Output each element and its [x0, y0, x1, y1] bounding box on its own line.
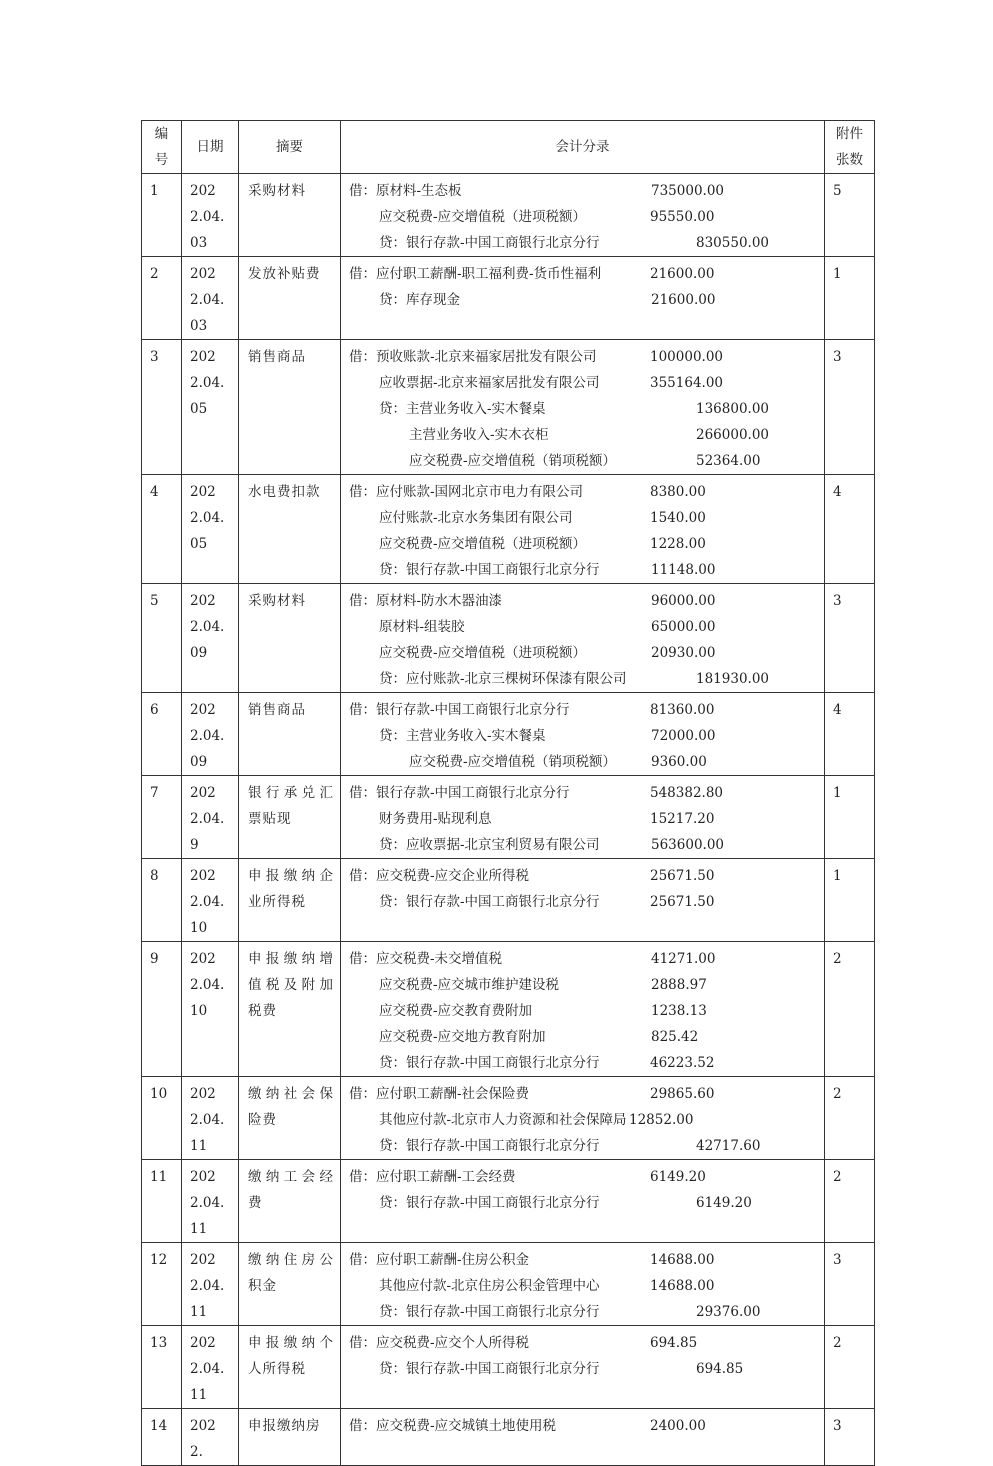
amount: 52364.00 [696, 453, 761, 469]
amount: 14688.00 [650, 1278, 715, 1294]
amount: 355164.00 [650, 375, 724, 391]
table-row [142, 693, 875, 776]
header-summary: 摘要 [239, 121, 341, 174]
entry-line [341, 557, 824, 583]
entry-line [341, 1133, 824, 1159]
amount: 266000.00 [696, 427, 770, 443]
amount: 65000.00 [651, 619, 716, 635]
entry-number: 10 [142, 1077, 182, 1160]
entry-line [341, 1050, 824, 1076]
entry-line [341, 1356, 824, 1382]
entry-line [341, 1413, 824, 1439]
amount: 694.85 [650, 1335, 698, 1351]
account-name: 应交税费-应交增值税（销项税额） [409, 453, 617, 469]
entry-attachments: 1 [825, 859, 875, 942]
entry-lines [341, 1326, 825, 1409]
entry-lines [341, 859, 825, 942]
entry-number: 11 [142, 1160, 182, 1243]
account-name: 贷：银行存款-中国工商银行北京分行 [379, 235, 600, 251]
entry-date: 2022.04.10 [182, 942, 239, 1077]
account-name: 贷：银行存款-中国工商银行北京分行 [379, 1138, 600, 1154]
entry-line [341, 666, 824, 692]
amount: 25671.50 [650, 868, 715, 884]
account-name: 借：应付职工薪酬-社会保险费 [349, 1086, 530, 1102]
account-name: 贷：银行存款-中国工商银行北京分行 [379, 1304, 600, 1320]
entry-line [341, 204, 824, 230]
entry-line [341, 344, 824, 370]
entry-line [341, 370, 824, 396]
entry-line [341, 261, 824, 287]
table-row [142, 475, 875, 584]
account-name: 贷：银行存款-中国工商银行北京分行 [379, 1361, 600, 1377]
account-name: 贷：主营业务收入-实木餐桌 [379, 401, 546, 417]
entry-line [341, 230, 824, 256]
entry-lines [341, 693, 825, 776]
account-name: 原材料-组装胶 [379, 619, 465, 635]
amount: 181930.00 [696, 671, 770, 687]
entry-line [341, 972, 824, 998]
account-name: 贷：银行存款-中国工商银行北京分行 [379, 562, 600, 578]
entry-attachments: 2 [825, 1077, 875, 1160]
entry-line [341, 1190, 824, 1216]
entry-summary: 销售商品 [239, 340, 341, 475]
entry-date: 2022.04.9 [182, 776, 239, 859]
amount: 2888.97 [651, 977, 707, 993]
account-name: 借：应交税费-应交个人所得税 [349, 1335, 530, 1351]
account-name: 贷：银行存款-中国工商银行北京分行 [379, 1055, 600, 1071]
entry-lines [341, 584, 825, 693]
amount: 11148.00 [651, 562, 716, 578]
entry-line [341, 697, 824, 723]
account-name: 其他应付款-北京市人力资源和社会保障局 [379, 1112, 627, 1128]
account-name: 借：银行存款-中国工商银行北京分行 [349, 702, 570, 718]
amount: 14688.00 [650, 1252, 715, 1268]
account-name: 贷：主营业务收入-实木餐桌 [379, 728, 546, 744]
entry-number: 4 [142, 475, 182, 584]
entry-number: 2 [142, 257, 182, 340]
entry-number: 14 [142, 1409, 182, 1466]
entry-summary: 申报缴纳个人所得税 [239, 1326, 341, 1409]
entry-number: 5 [142, 584, 182, 693]
entry-lines [341, 174, 825, 257]
account-name: 贷：银行存款-中国工商银行北京分行 [379, 1195, 600, 1211]
entry-date: 2022. [182, 1409, 239, 1466]
amount: 41271.00 [651, 951, 716, 967]
amount: 81360.00 [650, 702, 715, 718]
amount: 548382.80 [650, 785, 724, 801]
entry-summary: 银行承兑汇票贴现 [239, 776, 341, 859]
entry-line [341, 832, 824, 858]
account-name: 借：应交税费-应交城镇土地使用税 [349, 1418, 557, 1434]
entry-line [341, 614, 824, 640]
entry-number: 6 [142, 693, 182, 776]
entry-line [341, 863, 824, 889]
account-name: 其他应付款-北京住房公积金管理中心 [379, 1278, 600, 1294]
entry-date: 2022.04.10 [182, 859, 239, 942]
entry-date: 2022.04.09 [182, 693, 239, 776]
amount: 1540.00 [650, 510, 706, 526]
table-row [142, 776, 875, 859]
entry-line [341, 531, 824, 557]
amount: 2400.00 [650, 1418, 706, 1434]
entry-lines [341, 1077, 825, 1160]
entry-attachments: 1 [825, 776, 875, 859]
account-name: 借：应交税费-未交增值税 [349, 951, 503, 967]
entry-date: 2022.04.05 [182, 475, 239, 584]
entry-attachments: 1 [825, 257, 875, 340]
amount: 1238.13 [651, 1003, 707, 1019]
table-row [142, 174, 875, 257]
table-row [142, 1243, 875, 1326]
account-name: 应交税费-应交城市维护建设税 [379, 977, 560, 993]
entry-number: 3 [142, 340, 182, 475]
table-header [142, 121, 875, 174]
entry-summary: 申报缴纳房 [239, 1409, 341, 1466]
entry-attachments: 3 [825, 1409, 875, 1466]
entry-summary: 申报缴纳增值税及附加税费 [239, 942, 341, 1077]
entry-line [341, 1024, 824, 1050]
account-name: 应交税费-应交增值税（进项税额） [379, 536, 587, 552]
amount: 95550.00 [650, 209, 715, 225]
table-row [142, 859, 875, 942]
entry-line [341, 998, 824, 1024]
entry-line [341, 806, 824, 832]
account-name: 借：应交税费-应交企业所得税 [349, 868, 530, 884]
entry-line [341, 422, 824, 448]
entry-attachments: 5 [825, 174, 875, 257]
entry-attachments: 3 [825, 340, 875, 475]
account-name: 应收票据-北京来福家居批发有限公司 [379, 375, 600, 391]
entry-summary: 采购材料 [239, 174, 341, 257]
entry-number: 12 [142, 1243, 182, 1326]
entry-number: 13 [142, 1326, 182, 1409]
entry-lines [341, 340, 825, 475]
amount: 136800.00 [696, 401, 770, 417]
account-name: 应交税费-应交教育费附加 [379, 1003, 533, 1019]
entry-line [341, 505, 824, 531]
entry-summary: 采购材料 [239, 584, 341, 693]
amount: 12852.00 [629, 1112, 694, 1128]
account-name: 借：应付账款-国网北京市电力有限公司 [349, 484, 584, 500]
account-name: 借：银行存款-中国工商银行北京分行 [349, 785, 570, 801]
entry-attachments: 2 [825, 1326, 875, 1409]
entry-lines [341, 776, 825, 859]
entry-line [341, 1107, 824, 1133]
entry-line [341, 287, 824, 313]
account-name: 应付账款-北京水务集团有限公司 [379, 510, 573, 526]
entry-number: 1 [142, 174, 182, 257]
entry-number: 9 [142, 942, 182, 1077]
entry-line [341, 448, 824, 474]
amount: 563600.00 [651, 837, 725, 853]
account-name: 贷：应收票据-北京宝利贸易有限公司 [379, 837, 600, 853]
entry-attachments: 4 [825, 693, 875, 776]
header-attach: 附件张数 [825, 121, 875, 174]
account-name: 借：应付职工薪酬-工会经费 [349, 1169, 516, 1185]
account-name: 贷：银行存款-中国工商银行北京分行 [379, 894, 600, 910]
entry-line [341, 1081, 824, 1107]
entry-line [341, 1164, 824, 1190]
amount: 42717.60 [696, 1138, 761, 1154]
entry-date: 2022.04.11 [182, 1077, 239, 1160]
amount: 735000.00 [651, 183, 725, 199]
amount: 6149.20 [696, 1195, 752, 1211]
amount: 25671.50 [650, 894, 715, 910]
account-name: 借：应付职工薪酬-住房公积金 [349, 1252, 530, 1268]
entry-line [341, 749, 824, 775]
amount: 100000.00 [650, 349, 724, 365]
amount: 8380.00 [650, 484, 706, 500]
entry-line [341, 946, 824, 972]
entry-attachments: 4 [825, 475, 875, 584]
entry-date: 2022.04.11 [182, 1243, 239, 1326]
entry-date: 2022.04.11 [182, 1160, 239, 1243]
entry-date: 2022.04.05 [182, 340, 239, 475]
account-name: 借：预收账款-北京来福家居批发有限公司 [349, 349, 597, 365]
amount: 46223.52 [650, 1055, 715, 1071]
entry-line [341, 1330, 824, 1356]
amount: 1228.00 [650, 536, 706, 552]
entry-line [341, 723, 824, 749]
table-row [142, 584, 875, 693]
account-name: 贷：库存现金 [379, 292, 460, 308]
amount: 830550.00 [696, 235, 770, 251]
entry-lines [341, 1160, 825, 1243]
entry-summary: 水电费扣款 [239, 475, 341, 584]
entry-lines [341, 257, 825, 340]
account-name: 应交税费-应交地方教育附加 [379, 1029, 546, 1045]
account-name: 应交税费-应交增值税（进项税额） [379, 209, 587, 225]
entry-lines [341, 475, 825, 584]
entry-line [341, 640, 824, 666]
table-row [142, 1409, 875, 1466]
account-name: 借：原材料-防水木器油漆 [349, 593, 503, 609]
entry-line [341, 1273, 824, 1299]
header-date: 日期 [182, 121, 239, 174]
entry-lines [341, 942, 825, 1077]
table-row [142, 1326, 875, 1409]
entry-line [341, 1247, 824, 1273]
table-row [142, 1077, 875, 1160]
journal-table [141, 120, 875, 1466]
entry-attachments: 3 [825, 584, 875, 693]
header-no: 编号 [142, 121, 182, 174]
entry-summary: 销售商品 [239, 693, 341, 776]
entry-summary: 缴纳社会保险费 [239, 1077, 341, 1160]
table-row [142, 1160, 875, 1243]
amount: 20930.00 [651, 645, 716, 661]
entry-number: 8 [142, 859, 182, 942]
entry-line [341, 780, 824, 806]
entry-line [341, 889, 824, 915]
entry-summary: 申报缴纳企业所得税 [239, 859, 341, 942]
amount: 96000.00 [651, 593, 716, 609]
account-name: 应交税费-应交增值税（进项税额） [379, 645, 587, 661]
amount: 72000.00 [651, 728, 716, 744]
table-row [142, 340, 875, 475]
table-row [142, 257, 875, 340]
entry-line [341, 479, 824, 505]
entry-date: 2022.04.03 [182, 174, 239, 257]
amount: 6149.20 [650, 1169, 706, 1185]
amount: 21600.00 [650, 266, 715, 282]
entry-summary: 缴纳工会经费 [239, 1160, 341, 1243]
entry-attachments: 2 [825, 1160, 875, 1243]
entry-lines [341, 1243, 825, 1326]
entry-number: 7 [142, 776, 182, 859]
amount: 694.85 [696, 1361, 744, 1377]
entry-line [341, 1299, 824, 1325]
table-body [142, 174, 875, 1466]
entry-summary: 缴纳住房公积金 [239, 1243, 341, 1326]
account-name: 应交税费-应交增值税（销项税额） [409, 754, 617, 770]
amount: 29376.00 [696, 1304, 761, 1320]
amount: 21600.00 [651, 292, 716, 308]
account-name: 财务费用-贴现利息 [379, 811, 492, 827]
entry-lines [341, 1409, 825, 1466]
amount: 825.42 [651, 1029, 699, 1045]
entry-attachments: 3 [825, 1243, 875, 1326]
account-name: 主营业务收入-实木衣柜 [409, 427, 549, 443]
account-name: 借：应付职工薪酬-职工福利费-货币性福利 [349, 266, 602, 282]
header-entry: 会计分录 [341, 121, 825, 174]
entry-line [341, 588, 824, 614]
account-name: 贷：应付账款-北京三棵树环保漆有限公司 [379, 671, 627, 687]
entry-line [341, 396, 824, 422]
entry-date: 2022.04.11 [182, 1326, 239, 1409]
entry-date: 2022.04.09 [182, 584, 239, 693]
table-row [142, 942, 875, 1077]
amount: 15217.20 [650, 811, 715, 827]
entry-line [341, 178, 824, 204]
account-name: 借：原材料-生态板 [349, 183, 462, 199]
entry-date: 2022.04.03 [182, 257, 239, 340]
amount: 9360.00 [651, 754, 707, 770]
entry-attachments: 2 [825, 942, 875, 1077]
amount: 29865.60 [650, 1086, 715, 1102]
entry-summary: 发放补贴费 [239, 257, 341, 340]
